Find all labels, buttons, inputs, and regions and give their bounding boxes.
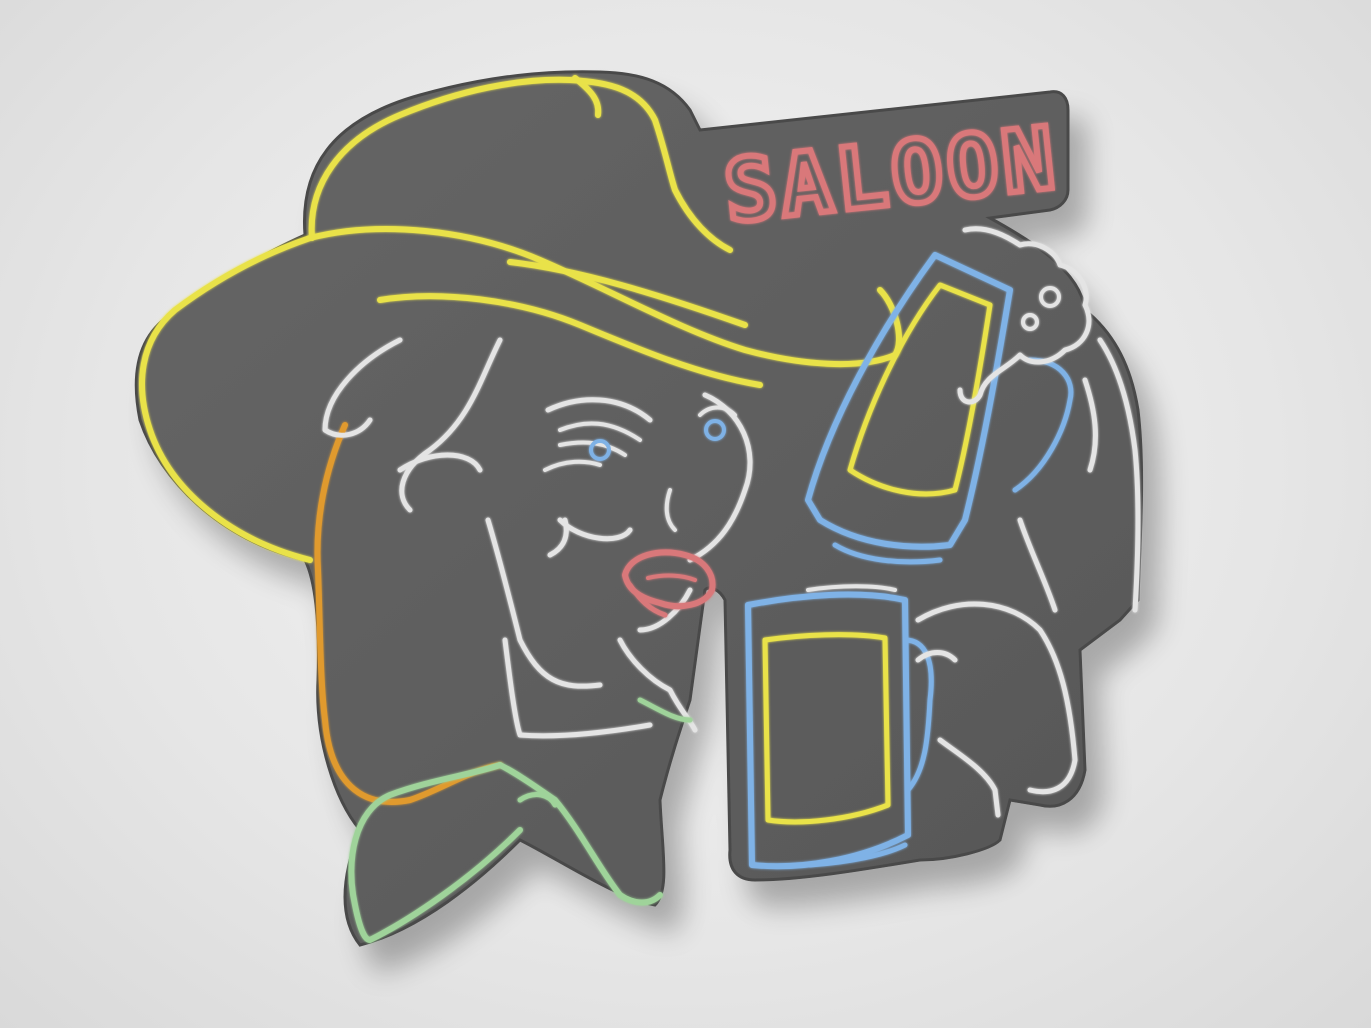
sign-title: SALOON xyxy=(719,108,1064,243)
